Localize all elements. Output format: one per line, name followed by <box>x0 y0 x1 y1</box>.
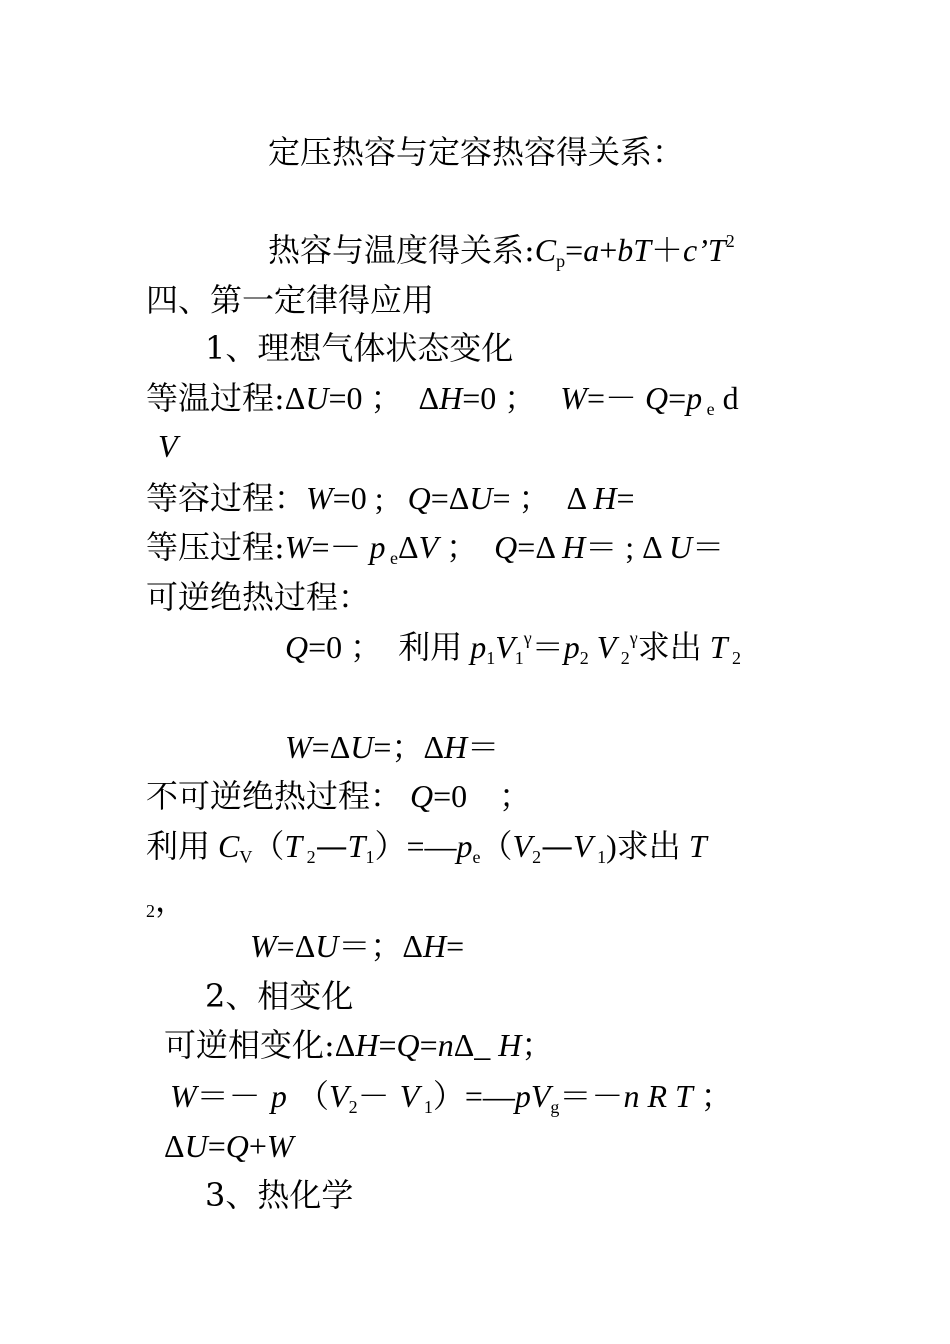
reversible-phase-line <box>164 1025 553 1065</box>
subsection-2-text: 2、相变化 <box>205 977 354 1015</box>
irreversible-relation-formula: $C_V(T$ $_2—T_1)=—p_e(V_2—V$ $_1$) <box>218 827 617 867</box>
isothermal-line-cont <box>158 426 178 466</box>
adiabatic-relation-formula: $p_1V_1^\gamma=p_2$ V $_2^\gamma$ <box>470 628 638 668</box>
irreversible-adiabatic-relation-cont <box>146 880 187 920</box>
volume-symbol: V <box>158 428 178 464</box>
reversible-adiabatic-w-line <box>285 727 499 767</box>
reversible-adiabatic-w-formula: W=ΔU=；ΔH＝ <box>285 728 500 766</box>
irreversible-adiabatic-relation-line <box>146 826 707 866</box>
phase-energy-line <box>164 1126 294 1166</box>
irreversible-adiabatic-label: 不可逆绝热过程： <box>146 777 403 815</box>
irreversible-adiabatic-line <box>146 776 531 816</box>
isothermal-label: 等温过程: <box>146 379 285 417</box>
isobaric-label: 等压过程: <box>146 528 285 566</box>
subsection-2-title <box>205 976 353 1016</box>
heading-text: 定压热容与定容热容得关系： <box>268 133 685 171</box>
t2-subscript: $_2$， <box>146 882 188 921</box>
phase-work-formula: W＝－ p （$V_2- V$ $_1)=—pV_g=-n$ R T ； <box>170 1077 733 1117</box>
isochoric-formula: W=0 ; Q=ΔU= ； Δ H= <box>306 480 635 516</box>
reversible-adiabatic-label: 可逆绝热过程： <box>146 578 371 616</box>
reversible-adiabatic-q-formula: Q=0 ； <box>285 629 399 665</box>
isothermal-formula: ΔU=0 ； ΔH=0 ； W=－ Q=p $_e$ d <box>284 380 739 419</box>
heading-line <box>268 132 684 172</box>
phase-work-line <box>170 1076 733 1116</box>
heat-capacity-temperature-label: 热容与温度得关系: <box>268 231 535 269</box>
phase-energy-formula: ΔU=Q+W <box>164 1128 294 1164</box>
t2-symbol-1: T $_2$ <box>701 629 742 668</box>
isobaric-line <box>146 527 724 567</box>
solve-for-text-1: 求出 <box>637 628 702 666</box>
irreversible-adiabatic-w-line <box>250 926 464 966</box>
isochoric-line <box>146 478 634 518</box>
reversible-adiabatic-line <box>146 577 370 617</box>
reversible-adiabatic-q-line <box>285 627 741 667</box>
subsection-3-text: 3、热化学 <box>205 1176 354 1214</box>
irreversible-adiabatic-w-formula: W=ΔU＝；ΔH= <box>250 927 465 965</box>
using-text-2: 利用 <box>146 827 211 865</box>
subsection-3-title <box>205 1175 353 1215</box>
cp-formula: $C_p=a+bT+c’T^2$ <box>534 231 735 271</box>
heat-capacity-temperature-line <box>268 230 735 270</box>
solve-for-text-2: 求出 <box>616 827 681 865</box>
section-4-title <box>146 280 434 320</box>
isochoric-label: 等容过程： <box>146 479 307 517</box>
isobaric-formula: W=－ p $_e$ΔV ； Q=Δ H＝ ; Δ U＝ <box>284 528 725 568</box>
reversible-phase-formula: ΔH=Q=nΔ_ H； <box>334 1027 554 1063</box>
t2-symbol-2: T <box>680 828 707 864</box>
using-text-1: 利用 <box>398 628 463 666</box>
isothermal-line <box>146 378 739 418</box>
subsection-1-text: 1、理想气体状态变化 <box>205 329 514 367</box>
reversible-phase-label: 可逆相变化: <box>164 1026 335 1064</box>
subsection-1-title <box>205 328 513 368</box>
section-4-text: 四、第一定律得应用 <box>146 281 435 319</box>
irreversible-adiabatic-q-formula: Q=0 ； <box>410 778 532 814</box>
